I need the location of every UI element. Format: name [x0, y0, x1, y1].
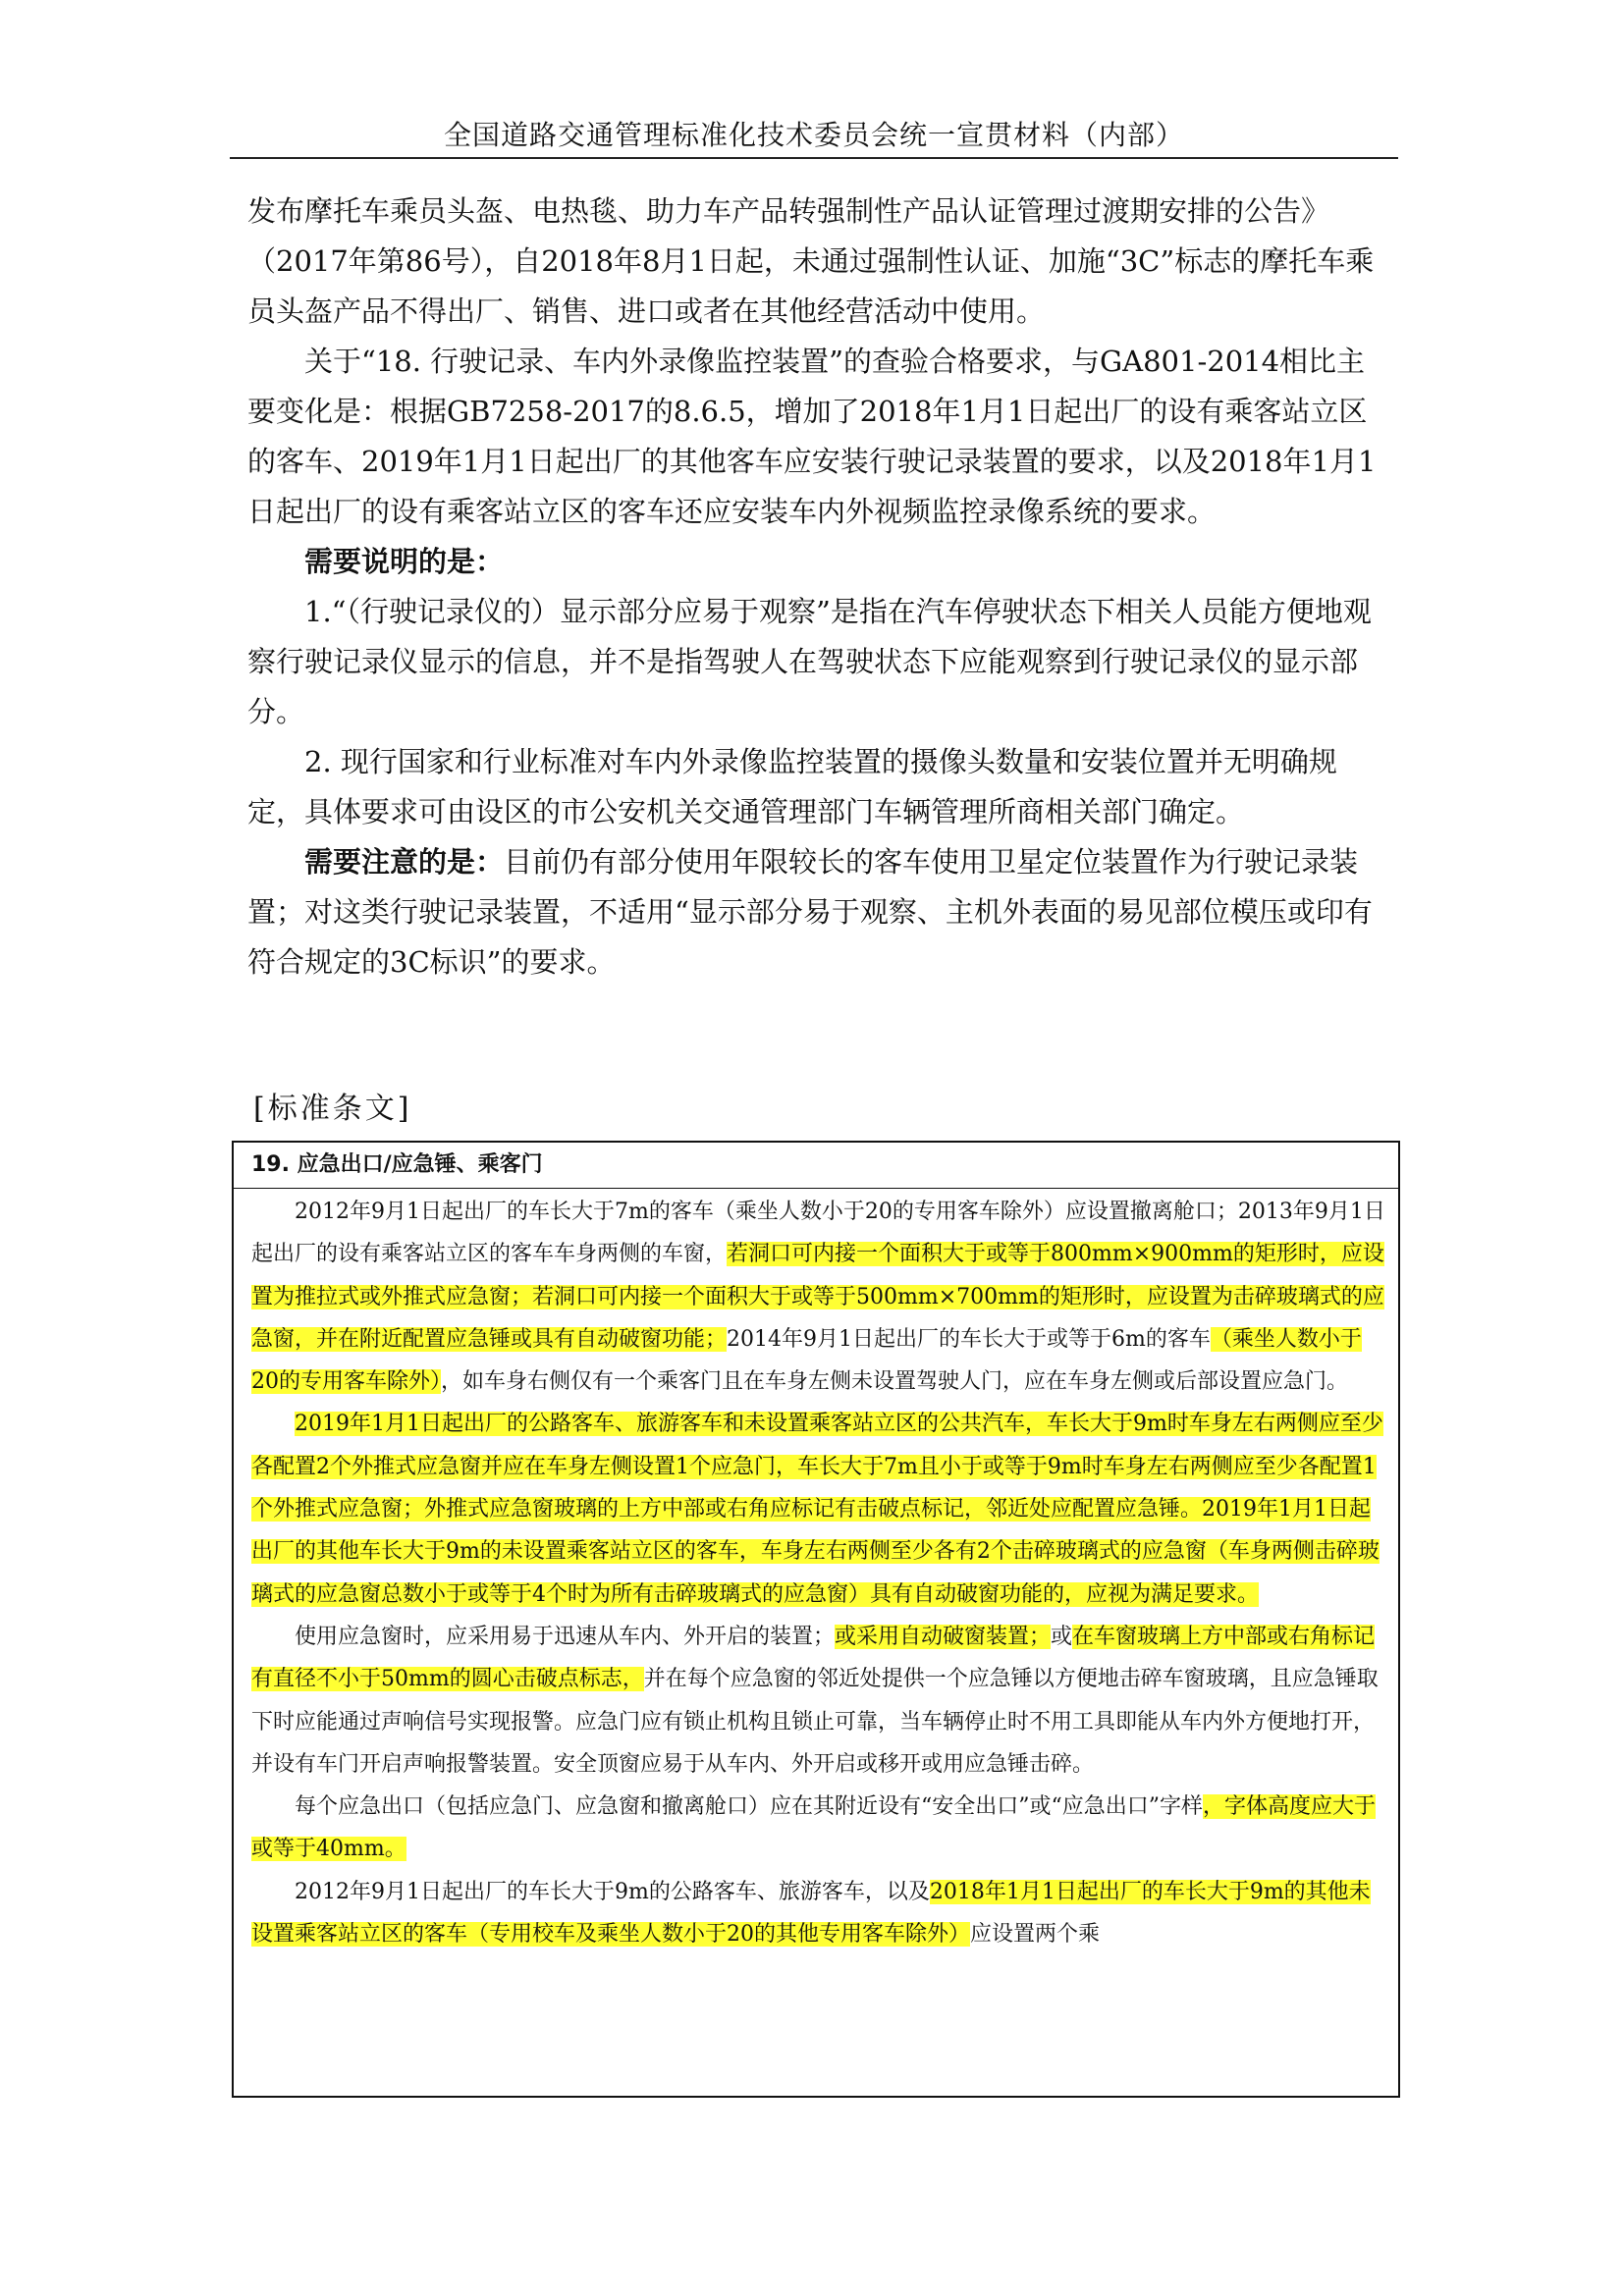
text-run: 2014年9月1日起出厂的车长大于或等于6m的客车: [727, 1326, 1211, 1352]
text-run: 使用应急窗时，应采用易于迅速从车内、外开启的装置；: [295, 1624, 836, 1649]
standard-paragraph-3: [251, 1616, 1386, 1786]
standard-title: 19. 应急出口/应急锤、乘客门: [234, 1143, 1398, 1189]
section-label: [标准条文]: [253, 1092, 412, 1126]
standard-body: [234, 1189, 1398, 1955]
note-item-2: 2. 现行国家和行业标准对车内外录像监控装置的摄像头数量和安装位置并无明确规定，具体要求可由设区的市公安机关交通管理部门车辆管理所商相关部门确定。: [247, 745, 1337, 828]
standard-text-box: [232, 1141, 1400, 2098]
text-run: ，如车身右侧仅有一个乘客门且在车身左侧未设置驾驶人门，应在车身左侧或后部设置应急门。: [441, 1369, 1349, 1395]
header-rule: [230, 157, 1398, 159]
highlighted-text: （乘坐人数小于20的专用客车除外）: [251, 1326, 1362, 1395]
standard-paragraph-1: [251, 1191, 1386, 1403]
text-run: 2012年9月1日起出厂的车长大于7m的客车（乘坐人数小于20的专用客车除外）应设置撤离舱口；2013年9月1日起出厂的设有乘客站立区的客车车身两侧的车窗，: [251, 1200, 1385, 1267]
standard-paragraph-4: [251, 1786, 1386, 1871]
text-run: 每个应急出口（包括应急门、应急窗和撤离舱口）应在其附近设有“安全出口”或“应急出口”字样: [295, 1794, 1203, 1820]
standard-paragraph-5: [251, 1871, 1386, 1956]
paragraph-recorder-changes: 关于“18. 行驶记录、车内外录像监控装置”的查验合格要求，与GA801-2014相比主要变化是：根据GB7258-2017的8.6.5，增加了2018年1月1日起出厂的设有乘客站立区的客车、2019年1月1日起出厂的其他客车应安装行驶记录装置的要求，以及2018年1月1日起出厂的设有乘客站立区的客车还应安装车内外视频监控录像系统的要求。: [247, 345, 1377, 528]
note-item-1: 1.“（行驶记录仪的）显示部分应易于观察”是指在汽车停驶状态下相关人员能方便地观察行驶记录仪显示的信息，并不是指驾驶人在驾驶状态下应能观察到行驶记录仪的显示部分。: [247, 595, 1372, 728]
attention-paragraph: [247, 837, 1386, 988]
highlighted-text: ，字体高度应大于或等于40mm。: [251, 1794, 1377, 1862]
text-run: 或: [1051, 1624, 1073, 1649]
paragraph-helmet: 发布摩托车乘员头盔、电热毯、助力车产品转强制性产品认证管理过渡期安排的公告》（2017年第86号），自2018年8月1日起，未通过强制性认证、加施“3C”标志的摩托车乘员头盔产品不得出厂、销售、进口或者在其他经营活动中使用。: [247, 194, 1375, 328]
highlighted-text: 或采用自动破窗装置；: [835, 1624, 1052, 1649]
page-header: 全国道路交通管理标准化技术委员会统一宣贯材料（内部）: [443, 119, 1184, 151]
text-run: 并在每个应急窗的邻近处提供一个应急锤以方便地击碎车窗玻璃，且应急锤取下时应能通过声响信号实现报警。应急门应有锁止机构且锁止可靠，当车辆停止时不用工具即能从车内外方便地打开，并设有车门开启声响报警装置。安全顶窗应易于从车内、外开启或移开或用应急锤击碎。: [251, 1667, 1379, 1777]
highlighted-text: 2018年1月1日起出厂的车长大于9m的其他未设置乘客站立区的客车（专用校车及乘坐人数小于20的其他专用客车除外）: [251, 1879, 1371, 1948]
text-run: 2012年9月1日起出厂的车长大于9m的公路客车、旅游客车，以及: [295, 1879, 930, 1904]
standard-paragraph-2: [251, 1403, 1386, 1615]
highlighted-text: 若洞口可内接一个面积大于或等于800mm×900mm的矩形时，应设置为推拉式或外推式应急窗；若洞口可内接一个面积大于或等于500mm×700mm的矩形时，应设置为击碎玻璃式的应急窗，并在附近配置应急锤或具有自动破窗功能；: [251, 1242, 1384, 1352]
highlighted-text: 2019年1月1日起出厂的公路客车、旅游客车和未设置乘客站立区的公共汽车，车长大于9m时车身左右两侧应至少各配置2个外推式应急窗并应在车身左侧设置1个应急门，车长大于7m且小于或等于9m时车身左右两侧应至少各配置1个外推式应急窗；外推式应急窗玻璃的上方中部或右角应标记有击破点标记，邻近处应配置应急锤。2019年1月1日起出厂的其他车长大于9m的未设置乘客站立区的客车，车身左右两侧至少各有2个击碎玻璃式的应急窗（车身两侧击碎玻璃式的应急窗总数小于或等于4个时为所有击碎玻璃式的应急窗）具有自动破窗功能的，应视为满足要求。: [251, 1412, 1383, 1607]
body-text: [247, 187, 1386, 988]
highlighted-text: 在车窗玻璃上方中部或右角标记有直径不小于50mm的圆心击破点标志，: [251, 1624, 1376, 1692]
text-run: 应设置两个乘: [970, 1922, 1101, 1948]
note-heading: 需要说明的是：: [304, 545, 505, 578]
attention-text: 目前仍有部分使用年限较长的客车使用卫星定位装置作为行驶记录装置；对这类行驶记录装置，不适用“显示部分易于观察、主机外表面的易见部位模压或印有符合规定的3C标识”的要求。: [247, 845, 1373, 979]
attention-label: 需要注意的是：: [304, 845, 505, 879]
